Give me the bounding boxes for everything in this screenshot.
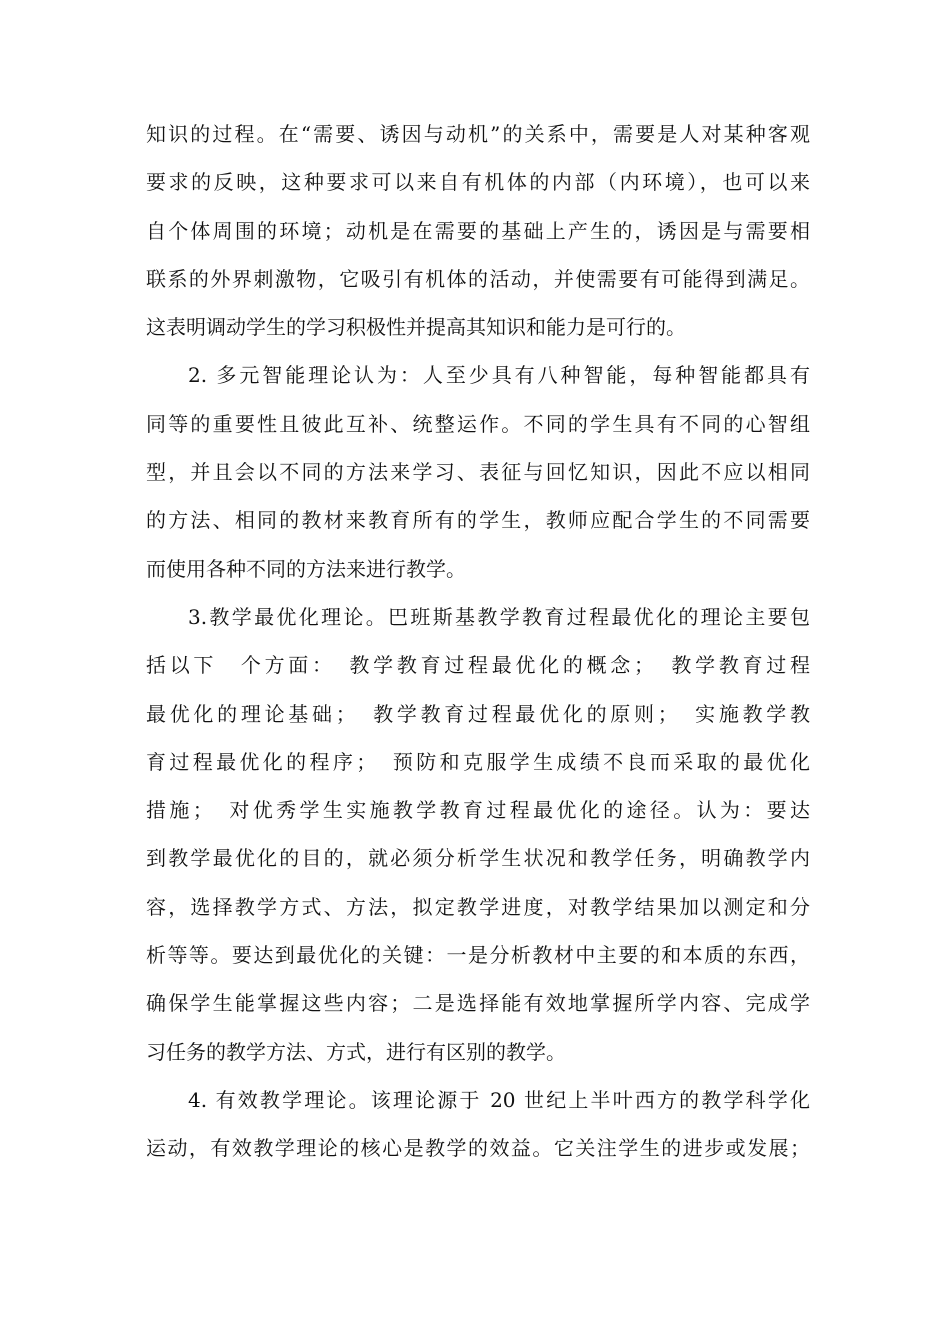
text-line: 括以下 个方面： 教学教育过程最优化的概念； 教学教育过程 <box>146 653 810 678</box>
paragraph <box>146 1076 810 1173</box>
text-line: 容，选择教学方式、方法，拟定教学进度，对教学结果加以测定和分 <box>146 894 810 919</box>
text-line: 知识的过程。在“需要、诱因与动机”的关系中，需要是人对某种客观 <box>146 122 810 146</box>
text-line: 运动，有效教学理论的核心是教学的效益。它关注学生的进步或发展； <box>146 1136 810 1161</box>
text-line: 而使用各种不同的方法来进行教学。 <box>146 556 466 581</box>
text-line: 习任务的教学方法、方式，进行有区别的教学。 <box>146 1039 566 1064</box>
text-line: 2. 多元智能理论认为：人至少具有八种智能，每种智能都具有 <box>188 363 810 388</box>
paragraph <box>146 351 810 592</box>
text-line: 到教学最优化的目的，就必须分析学生状况和教学任务，明确教学内 <box>146 846 810 871</box>
text-line: 的方法、相同的教材来教育所有的学生，教师应配合学生的不同需要 <box>146 508 810 533</box>
paragraph <box>146 593 810 1076</box>
text-line: 4. 有效教学理论。该理论源于 20 世纪上半叶西方的教学科学化 <box>188 1087 810 1112</box>
text-line: 自个体周围的环境；动机是在需要的基础上产生的，诱因是与需要相 <box>146 218 810 243</box>
document-body <box>146 110 810 1173</box>
text-line: 确保学生能掌握这些内容；二是选择能有效地掌握所学内容、完成学 <box>146 991 810 1016</box>
text-line: 联系的外界刺激物，它吸引有机体的活动，并使需要有可能得到满足。 <box>146 266 810 291</box>
text-line: 型，并且会以不同的方法来学习、表征与回忆知识，因此不应以相同 <box>146 460 810 485</box>
text-line: 3.教学最优化理论。巴班斯基教学教育过程最优化的理论主要包 <box>188 604 810 629</box>
text-line: 要求的反映，这种要求可以来自有机体的内部（内环境），也可以来 <box>146 170 810 195</box>
text-line: 析等等。要达到最优化的关键：一是分析教材中主要的和本质的东西， <box>146 943 810 968</box>
paragraph <box>146 110 810 351</box>
text-line: 育过程最优化的程序； 预防和克服学生成绩不良而采取的最优化 <box>146 749 810 774</box>
text-line: 措施； 对优秀学生实施教学教育过程最优化的途径。认为：要达 <box>146 798 810 823</box>
text-line: 同等的重要性且彼此互补、统整运作。不同的学生具有不同的心智组 <box>146 411 810 436</box>
text-line: 这表明调动学生的学习积极性并提高其知识和能力是可行的。 <box>146 315 686 340</box>
text-line: 最优化的理论基础； 教学教育过程最优化的原则； 实施教学教 <box>146 701 810 726</box>
